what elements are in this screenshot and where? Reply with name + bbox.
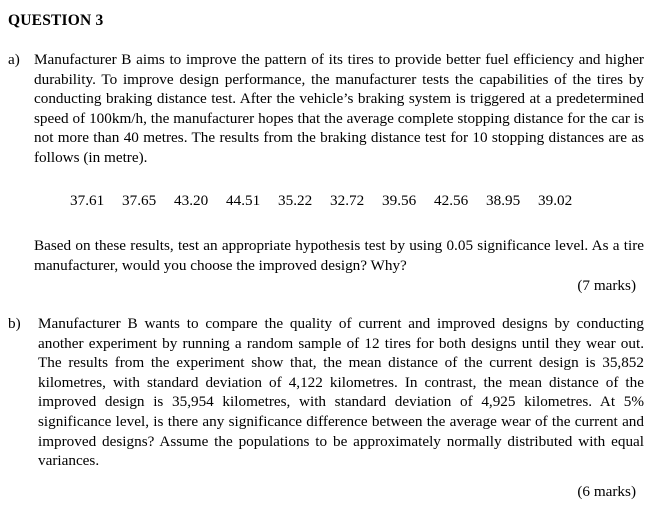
part-a-marks: (7 marks) [577,277,636,294]
data-value: 42.56 [434,192,469,209]
part-b-marks: (6 marks) [577,483,636,500]
part-b-text: Manufacturer B wants to compare the quality of current and improved designs by conducting another experiment by running a random sample of 12 tires for both designs until they wear out. The results from the experiment show that, the mean distance of the current design is 35,852 kilometres, with standard deviation of 4,122 kilometres. In contrast, the mean distance of the improved design is 35,954 kilometres, with standard deviation of 4,925 kilometres. At 5% significance level, is there any significance difference between the average wear of the current and improved designs? Assume the populations to be approximately normally distributed with equal variances. [38,315,644,470]
stopping-distance-data [70,191,590,211]
part-a-label: a) [8,51,20,68]
data-value: 39.02 [538,192,573,209]
data-value: 37.65 [122,192,157,209]
part-b-label: b) [8,315,21,332]
question-title: QUESTION 3 [8,12,104,29]
part-a-intro: Manufacturer B aims to improve the pattern of its tires to provide better fuel efficiency and higher durability. To improve design performance, the manufacturer tests the capabilities of the tires by conducting braking distance test. After the vehicle’s braking system is triggered at a predetermined speed of 100km/h, the manufacturer hopes that the average complete stopping distance for the car is not more than 40 metres. The results from the braking distance test for 10 stopping distances are as follows (in metre). [34,51,644,166]
data-value: 37.61 [70,192,105,209]
data-value: 39.56 [382,192,417,209]
data-value: 43.20 [174,192,209,209]
data-value: 35.22 [278,192,313,209]
part-a-question: Based on these results, test an appropriate hypothesis test by using 0.05 significance level. As a tire manufacturer, would you choose the improved design? Why? [34,237,644,274]
data-value: 44.51 [226,192,261,209]
data-value: 38.95 [486,192,521,209]
data-value: 32.72 [330,192,365,209]
